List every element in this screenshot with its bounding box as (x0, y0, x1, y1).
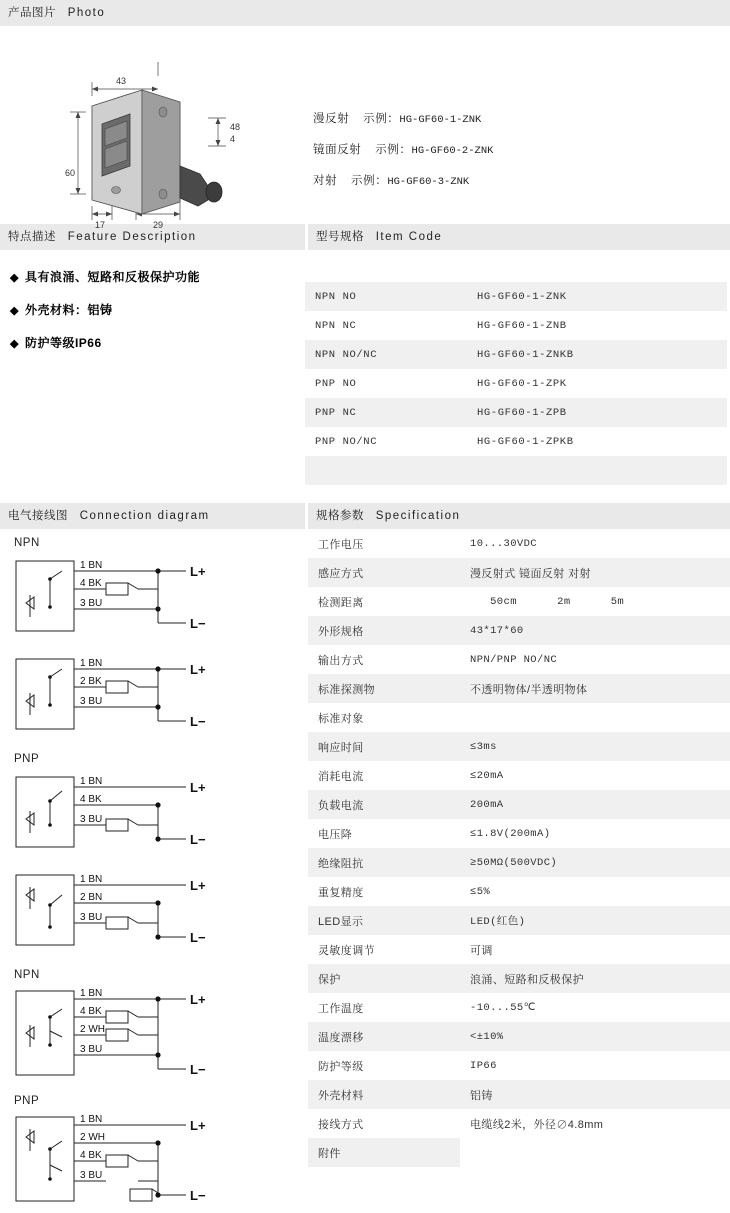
svg-text:4 BK: 4 BK (80, 1150, 102, 1161)
spec-value: 43*17*60 (460, 616, 730, 645)
spec-value: 200mA (460, 790, 730, 819)
spec-value: 浪涌、短路和反极保护 (460, 964, 730, 993)
section-header-connection (0, 503, 305, 529)
spec-value: ≤1.8V(200mA) (470, 827, 551, 840)
item-code-type (305, 456, 467, 485)
item-code-value: HG-GF60-1-ZPK (477, 377, 567, 390)
example-item (313, 135, 493, 166)
spec-key: 灵敏度调节 (318, 944, 375, 957)
section-title-itemcode-cn: 型号规格 (316, 231, 364, 243)
spec-key: 工作电压 (318, 538, 364, 551)
spec-key: 绝缘阻抗 (308, 848, 460, 877)
table-row (308, 1022, 730, 1051)
svg-text:L+: L+ (190, 992, 206, 1007)
table-row (308, 645, 730, 674)
table-row (308, 558, 730, 587)
spec-value: ≤3ms (460, 732, 730, 761)
svg-text:29: 29 (152, 220, 164, 230)
svg-text:1 BN: 1 BN (80, 988, 103, 999)
feature-item (10, 268, 305, 285)
feature-item (10, 334, 305, 351)
feature-text: 防护等级IP66 (24, 336, 102, 350)
table-row (308, 964, 730, 993)
svg-text:L+: L+ (190, 1118, 206, 1133)
example-code: HG-GF60-2-ZNK (411, 145, 494, 157)
svg-text:L−: L− (190, 616, 206, 631)
section-title-spec-cn: 规格参数 (316, 510, 364, 522)
diamond-icon: ◆ (10, 305, 19, 317)
table-row (308, 616, 730, 645)
diagram-npn-nonc (10, 983, 305, 1087)
table-row (305, 282, 727, 311)
diagram-npn-1 (10, 551, 305, 647)
spec-key: 标准对象 (318, 712, 364, 725)
diagram-pnp-1 (10, 767, 305, 863)
diagram-title: NPN (14, 537, 40, 549)
svg-text:L−: L− (190, 714, 206, 729)
feature-text: 外壳材料：铝铸 (24, 303, 113, 317)
table-row (308, 906, 730, 935)
spec-key: 附件 (308, 1138, 460, 1167)
spec-key: 重复精度 (318, 886, 364, 899)
spec-key: 电压降 (318, 828, 353, 841)
spec-value: -10...55℃ (470, 1002, 536, 1014)
section-title-feature-cn: 特点描述 (8, 231, 56, 243)
item-code-type: PNP NC (305, 398, 467, 427)
example-item (313, 104, 493, 135)
svg-text:3 BU: 3 BU (80, 1170, 103, 1181)
diamond-icon: ◆ (10, 272, 19, 284)
item-code-value: HG-GF60-1-ZNB (477, 319, 567, 332)
spec-value: 可调 (470, 944, 493, 957)
svg-text:60: 60 (64, 168, 76, 178)
example-code: HG-GF60-1-ZNK (399, 114, 482, 126)
svg-text:4: 4 (230, 134, 236, 144)
table-row (308, 1051, 730, 1080)
item-code-type: NPN NO (305, 282, 467, 311)
diagram-title: NPN (14, 969, 40, 981)
svg-text:43: 43 (115, 76, 127, 86)
example-code-list (313, 104, 493, 197)
svg-text:1 BN: 1 BN (80, 560, 103, 571)
section-title-feature-en: Feature Description (67, 231, 197, 243)
svg-text:L+: L+ (190, 878, 206, 893)
svg-text:4 BK: 4 BK (80, 1006, 102, 1017)
svg-text:L+: L+ (190, 564, 206, 579)
table-row (305, 340, 727, 369)
spec-key: 检测距离 (318, 596, 364, 609)
section-title-spec-en: Specification (375, 510, 461, 522)
spec-value: IP66 (470, 1059, 497, 1072)
svg-text:1 BN: 1 BN (80, 874, 103, 885)
item-code-value: HG-GF60-1-ZPB (467, 398, 727, 427)
table-row (308, 703, 730, 732)
table-row (308, 587, 730, 616)
spec-key: 输出方式 (318, 654, 364, 667)
item-code-type: NPN NO/NC (305, 340, 467, 369)
spec-value: 漫反射式 镜面反射 对射 (460, 558, 730, 587)
connection-diagram-list (0, 529, 305, 1213)
svg-text:3 BU: 3 BU (80, 1044, 103, 1055)
spec-key: 负载电流 (308, 790, 460, 819)
spec-key: 标准探测物 (308, 674, 460, 703)
product-photo-row (0, 26, 730, 230)
spec-value: 铝铸 (460, 1080, 730, 1109)
spec-value: NPN/PNP NO/NC (470, 653, 558, 666)
item-code-value: HG-GF60-1-ZNK (467, 282, 727, 311)
diagram-npn-2 (10, 649, 305, 745)
example-type: 镜面反射 (313, 144, 362, 156)
svg-text:3 BU: 3 BU (80, 696, 103, 707)
spec-value: ≤5% (470, 885, 491, 898)
svg-text:2 WH: 2 WH (80, 1132, 105, 1143)
svg-text:1 BN: 1 BN (80, 776, 103, 787)
table-row (308, 848, 730, 877)
svg-text:L−: L− (190, 1188, 206, 1203)
spec-key: 保护 (308, 964, 460, 993)
diagram-title: PNP (14, 1095, 40, 1107)
svg-text:3 BU: 3 BU (80, 814, 103, 825)
spec-value: LED(红色) (460, 906, 730, 935)
diagram-title: PNP (14, 753, 40, 765)
feature-itemcode-row (0, 250, 730, 485)
spec-key: 消耗电流 (318, 770, 364, 783)
specification-table (308, 529, 730, 1167)
svg-text:1 BN: 1 BN (80, 658, 103, 669)
section-header-specification (308, 503, 730, 529)
svg-text:L+: L+ (190, 780, 206, 795)
item-code-value: HG-GF60-1-ZPKB (477, 435, 574, 448)
header-bar-row-lower (0, 503, 730, 529)
spec-key: LED显示 (308, 906, 460, 935)
section-title-itemcode-en: Item Code (375, 231, 443, 243)
svg-text:L−: L− (190, 832, 206, 847)
connection-spec-row (0, 529, 730, 1213)
diamond-icon: ◆ (10, 338, 19, 350)
svg-text:4 BK: 4 BK (80, 794, 102, 805)
spec-key: 温度漂移 (308, 1022, 460, 1051)
section-title-photo-en: Photo (67, 7, 106, 19)
spec-value: 50cm 2m 5m (470, 595, 625, 608)
table-row (308, 674, 730, 703)
svg-text:17: 17 (94, 220, 106, 230)
example-label: 示例： (351, 175, 388, 187)
spec-key: 工作温度 (318, 1002, 364, 1015)
section-header-photo (0, 0, 730, 26)
section-title-connection-cn: 电气接线图 (8, 510, 68, 522)
table-row (308, 1109, 730, 1138)
table-row (305, 398, 727, 427)
example-item (313, 166, 493, 197)
table-row (305, 427, 727, 456)
svg-text:4 BK: 4 BK (80, 578, 102, 589)
item-code-value (467, 456, 727, 485)
svg-text:L+: L+ (190, 662, 206, 677)
svg-text:3 BU: 3 BU (80, 598, 103, 609)
table-row (308, 790, 730, 819)
table-row (308, 819, 730, 848)
spec-value: <±10% (460, 1022, 730, 1051)
svg-text:1 BN: 1 BN (80, 1114, 103, 1125)
example-label: 示例： (375, 144, 412, 156)
table-row (305, 311, 727, 340)
example-type: 漫反射 (313, 113, 350, 125)
table-row (308, 877, 730, 906)
spec-value: ≥50MΩ(500VDC) (460, 848, 730, 877)
specification-table-wrap (308, 529, 730, 1213)
spec-key: 防护等级 (318, 1060, 364, 1073)
item-code-type: PNP NO/NC (315, 435, 378, 448)
example-label: 示例： (363, 113, 400, 125)
spec-value (460, 703, 730, 732)
table-row (305, 369, 727, 398)
spec-value: 电缆线2米，外径∅4.8mm (470, 1118, 604, 1131)
spec-key: 响应时间 (308, 732, 460, 761)
feature-item (10, 301, 305, 318)
spec-value: ≤20mA (470, 769, 504, 782)
spec-key: 外壳材料 (308, 1080, 460, 1109)
table-row (308, 1080, 730, 1109)
product-photo (30, 34, 280, 230)
example-code: HG-GF60-3-ZNK (387, 176, 470, 188)
table-row (308, 1138, 730, 1167)
section-title-connection-en: Connection diagram (79, 510, 210, 522)
example-type: 对射 (313, 175, 338, 187)
svg-text:3 BU: 3 BU (80, 912, 103, 923)
feature-text: 具有浪涌、短路和反极保护功能 (24, 270, 200, 284)
item-code-table (305, 282, 727, 485)
table-row (308, 732, 730, 761)
spec-key: 感应方式 (308, 558, 460, 587)
svg-text:2 BK: 2 BK (80, 676, 102, 687)
section-title-photo-cn: 产品图片 (8, 7, 56, 19)
diagram-pnp-nonc (10, 1109, 305, 1213)
item-code-type: PNP NO (315, 377, 357, 390)
feature-list (0, 250, 305, 485)
svg-text:L−: L− (190, 930, 206, 945)
svg-text:L−: L− (190, 1062, 206, 1077)
section-header-item-code (308, 224, 730, 250)
spec-value (460, 1138, 730, 1167)
table-row (305, 456, 727, 485)
item-code-value: HG-GF60-1-ZNKB (467, 340, 727, 369)
table-row (308, 993, 730, 1022)
spec-value: 10...30VDC (470, 537, 538, 550)
table-row (308, 529, 730, 558)
spec-key: 外形规格 (308, 616, 460, 645)
diagram-pnp-2 (10, 865, 305, 961)
spec-key: 接线方式 (318, 1118, 364, 1131)
svg-text:48: 48 (230, 122, 241, 132)
table-row (308, 935, 730, 964)
svg-text:2 BN: 2 BN (80, 892, 103, 903)
svg-text:2 WH: 2 WH (80, 1024, 105, 1035)
spec-value: 不透明物体/半透明物体 (460, 674, 730, 703)
item-code-type: NPN NC (315, 319, 357, 332)
header-bar-row-middle (0, 224, 730, 250)
table-row (308, 761, 730, 790)
